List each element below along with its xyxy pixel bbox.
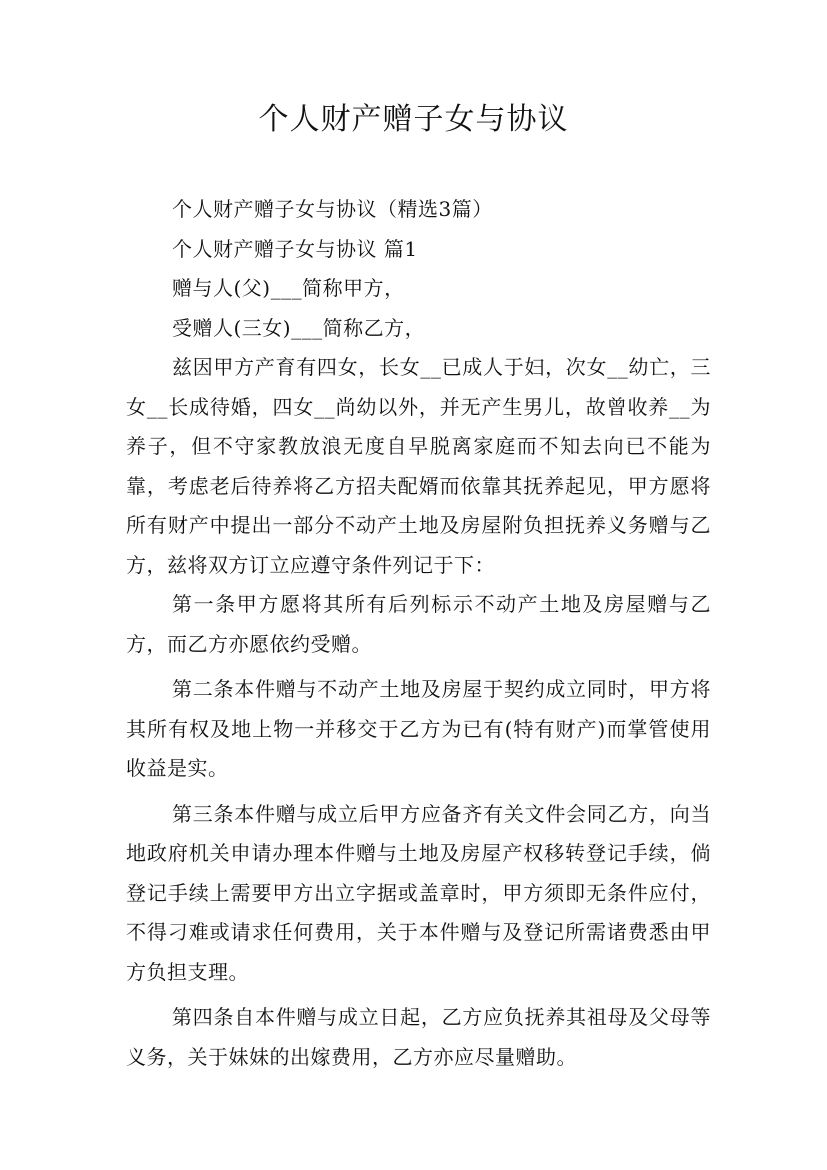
paragraph-article-4: 第四条自本件赠与成立日起，乙方应负抚养其祖母及父母等义务，关于妹妹的出嫁费用，乙方亦应尽量赠助。 (126, 1005, 711, 1069)
paragraph-article-1: 第一条甲方愿将其所有后列标示不动产土地及房屋赠与乙方，而乙方亦愿依约受赠。 (126, 592, 711, 656)
document-title: 个人财产赠子女与协议 (258, 102, 569, 137)
paragraph-article-3: 第三条本件赠与成立后甲方应备齐有关文件会同乙方，向当地政府机关申请办理本件赠与土地及房屋产权移转登记手续，倘登记手续上需要甲方出立字据或盖章时，甲方须即无条件应付，不得刁难或请求任何费用，关于本件赠与及登记所需诸费悉由甲方负担支理。 (126, 801, 711, 984)
document-body (126, 190, 711, 1077)
paragraph-article-2: 第二条本件赠与不动产土地及房屋于契约成立同时，甲方将其所有权及地上物一并移交于乙方为已有(特有财产)而掌管使用收益是实。 (126, 677, 711, 780)
paragraph-donor: 赠与人(父)___简称甲方， (172, 276, 405, 300)
paragraph-recipient: 受赠人(三女)___简称乙方， (172, 315, 426, 340)
paragraph-preamble: 兹因甲方产育有四女，长女__已成人于妇，次女__幼亡，三女__长成待婚，四女__尚幼以外，并无产生男儿，故曾收养__为养子，但不守家教放浪无度自早脱离家庭而不知去向已不能为靠，考虑老后待养将乙方招夫配婿而依靠其抚养起见，甲方愿将所有财产中提出一部分不动产土地及房屋附负担抚养义务赠与乙方，兹将双方订立应遵守条件列记于下： (126, 355, 711, 577)
paragraph-subtitle: 个人财产赠子女与协议（精选3篇） (172, 197, 493, 221)
paragraph-section-heading: 个人财产赠子女与协议 篇1 (172, 236, 418, 261)
